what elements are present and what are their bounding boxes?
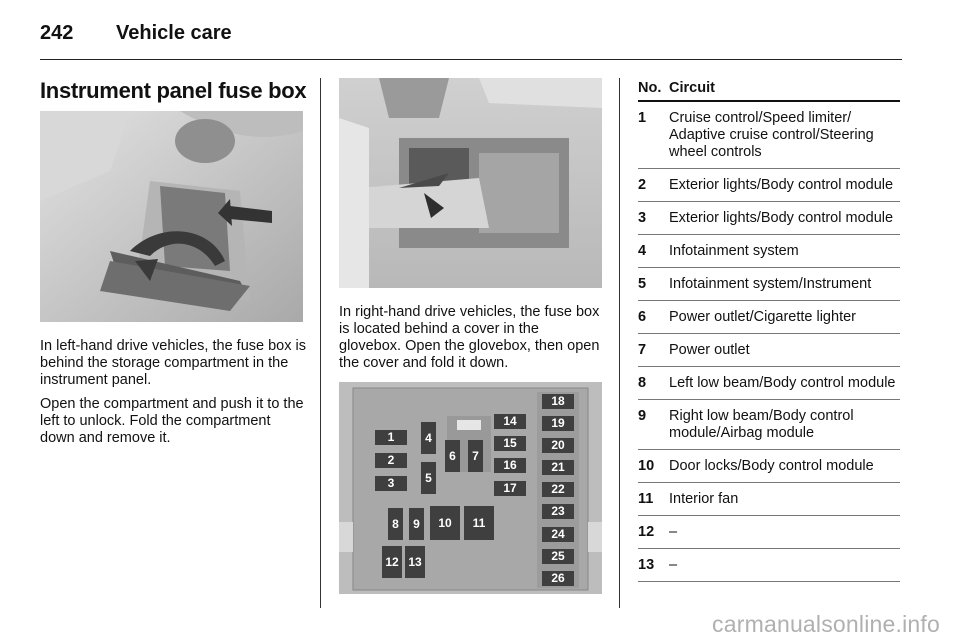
circuit-description: Power outlet <box>669 342 750 358</box>
circuit-description: Exterior lights/Body control module <box>669 177 894 193</box>
table-row <box>638 102 900 169</box>
fuse-number: 7 <box>638 342 647 358</box>
fuse-1: 1 <box>375 430 407 445</box>
rhd-paragraph: In right-hand drive vehicles, the fuse box is located behind a cover in the glovebox. Open the glovebox, then open the cover and fold it down. <box>339 304 600 371</box>
fuse-number: 9 <box>638 408 647 424</box>
fuse-circuit-table <box>638 80 900 582</box>
fuse-14: 14 <box>494 414 526 429</box>
fuse-25: 25 <box>542 549 574 564</box>
circuit-description: Interior fan <box>669 491 739 507</box>
fuse-number: 13 <box>638 557 655 573</box>
left-column <box>40 78 307 104</box>
table-row <box>638 450 900 483</box>
fuse-number: 6 <box>638 309 647 325</box>
fuse-number: 3 <box>638 210 647 226</box>
section-heading: Instrument panel fuse box <box>40 78 307 103</box>
circuit-description: Cruise control/Speed limiter/ Adaptive cruise control/Steering wheel controls <box>669 110 874 160</box>
fuse-12: 12 <box>382 546 402 578</box>
circuit-description: Power outlet/Cigarette lighter <box>669 309 856 325</box>
fuse-22: 22 <box>542 482 574 497</box>
fuse-layout-diagram <box>339 382 602 594</box>
table-row <box>638 367 900 400</box>
fuse-7: 7 <box>468 440 483 472</box>
table-row <box>638 301 900 334</box>
fuse-number: 10 <box>638 458 655 474</box>
table-header <box>638 80 900 102</box>
fuse-23: 23 <box>542 504 574 519</box>
fuse-number: 8 <box>638 375 647 391</box>
circuit-description: Left low beam/Body control module <box>669 375 896 391</box>
fuse-20: 20 <box>542 438 574 453</box>
circuit-description: Right low beam/Body control module/Airbag module <box>669 408 854 441</box>
page-header <box>40 18 902 60</box>
table-body <box>638 102 900 582</box>
circuit-description: Infotainment system <box>669 243 799 259</box>
lhd-description <box>40 338 306 454</box>
fuse-10: 10 <box>430 506 460 540</box>
fuse-21: 21 <box>542 460 574 475</box>
fuse-2: 2 <box>375 453 407 468</box>
fuse-number: 2 <box>638 177 647 193</box>
page-number: 242 <box>40 22 74 44</box>
fuse-number: 12 <box>638 524 655 540</box>
rhd-description <box>339 304 604 379</box>
fuse-5: 5 <box>421 462 436 494</box>
table-row <box>638 516 900 549</box>
watermark: carmanualsonline.info <box>712 611 940 637</box>
fuse-11: 11 <box>464 506 494 540</box>
lhd-paragraph-2: Open the compartment and push it to the left to unlock. Fold the compartment down and remove it. <box>40 396 304 446</box>
fuse-3: 3 <box>375 476 407 491</box>
fuse-26: 26 <box>542 571 574 586</box>
column-divider-2 <box>619 78 620 608</box>
fuse-number: 1 <box>638 110 647 126</box>
fuse-number: 5 <box>638 276 647 292</box>
table-row <box>638 235 900 268</box>
column-divider-1 <box>320 78 321 608</box>
fuse-number: 4 <box>638 243 647 259</box>
lhd-paragraph-1: In left-hand drive vehicles, the fuse box is behind the storage compartment in the instrument panel. <box>40 338 306 388</box>
table-row <box>638 549 900 582</box>
table-row <box>638 400 900 450</box>
fuse-4: 4 <box>421 422 436 454</box>
table-row <box>638 202 900 235</box>
fuse-24: 24 <box>542 527 574 542</box>
header-circuit: Circuit <box>669 80 715 96</box>
fuse-13: 13 <box>405 546 425 578</box>
fuse-17: 17 <box>494 481 526 496</box>
circuit-description: Door locks/Body control module <box>669 458 874 474</box>
table-row <box>638 334 900 367</box>
table-row <box>638 483 900 516</box>
table-row <box>638 169 900 202</box>
header-no: No. <box>638 80 662 96</box>
fuse-18: 18 <box>542 394 574 409</box>
rhd-glovebox-photo <box>339 78 602 288</box>
fuse-number: 11 <box>638 491 654 507</box>
fuse-16: 16 <box>494 458 526 473</box>
circuit-description: Infotainment system/Instrument <box>669 276 872 292</box>
lhd-fusebox-photo <box>40 111 303 322</box>
fuse-6: 6 <box>445 440 460 472</box>
table-row <box>638 268 900 301</box>
circuit-description: Exterior lights/Body control module <box>669 210 894 226</box>
fuse-9: 9 <box>409 508 424 540</box>
fuse-8: 8 <box>388 508 403 540</box>
circuit-description: – <box>669 524 678 540</box>
fuse-15: 15 <box>494 436 526 451</box>
fuse-19: 19 <box>542 416 574 431</box>
circuit-description: – <box>669 557 678 573</box>
page-section-title: Vehicle care <box>116 22 232 44</box>
